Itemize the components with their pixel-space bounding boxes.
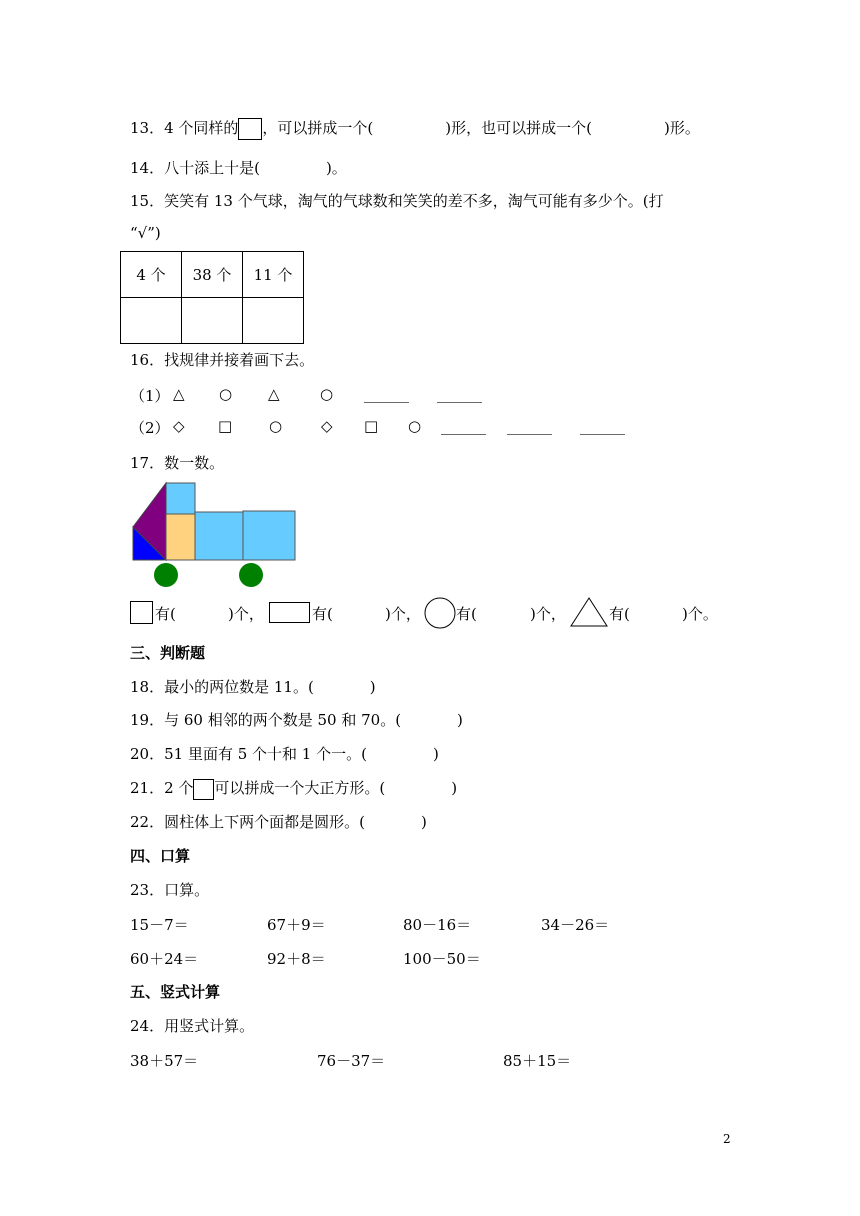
q21-close: ) <box>451 779 458 797</box>
q14-text-a: 14．八十添上十是( <box>130 159 260 177</box>
circle-icon: ○ <box>219 385 233 403</box>
question-24-title: 24．用竖式计算。 <box>130 1017 255 1035</box>
count-text-post: )个， <box>228 605 264 623</box>
q13-text-c: )形，也可以拼成一个( <box>445 119 592 137</box>
page-number: 2 <box>723 1132 731 1146</box>
question-18 <box>130 677 376 697</box>
q14-text-b: )。 <box>325 159 347 177</box>
circle-icon: ○ <box>269 417 283 435</box>
cargo-rect-2 <box>243 511 295 560</box>
square-icon <box>130 601 153 624</box>
count-text-post: )个。 <box>682 605 718 623</box>
square-icon <box>238 118 262 140</box>
q20-close: ) <box>432 745 439 763</box>
square-icon: □ <box>364 417 379 435</box>
triangle-icon <box>569 596 609 628</box>
front-wheel <box>154 563 178 587</box>
count-text-pre: 有( <box>609 605 630 623</box>
diamond-icon: ◇ <box>321 417 333 435</box>
question-22 <box>130 812 427 832</box>
circle-icon <box>424 597 456 629</box>
question-15-line2: “√”) <box>130 224 161 242</box>
triangle-icon: △ <box>173 385 185 403</box>
question-16-title: 16．找规律并接着画下去。 <box>130 351 315 369</box>
row-label: （1） <box>130 387 170 405</box>
calc-item: 85＋15＝ <box>503 1052 572 1070</box>
cargo-rect-1 <box>195 512 243 560</box>
question-15-line1: 15．笑笑有 13 个气球，淘气的气球数和笑笑的差不多，淘气可能有多少个。(打 <box>130 192 664 210</box>
count-text-pre: 有( <box>456 605 477 623</box>
answer-blank[interactable]: ______ <box>437 385 482 403</box>
calc-item: 15－7＝ <box>130 916 189 934</box>
section-heading: 四、口算 <box>130 847 191 865</box>
count-text-post: )个， <box>385 605 421 623</box>
circle-icon: ○ <box>320 385 334 403</box>
cab-top-square <box>166 483 195 514</box>
q13-text-b: ，可以拼成一个( <box>262 119 374 137</box>
q18-close: ) <box>369 678 376 696</box>
diamond-icon: ◇ <box>173 417 185 435</box>
option-label: 11 个 <box>243 252 304 298</box>
rectangle-icon <box>269 602 310 623</box>
q13-text-d: )形。 <box>663 119 700 137</box>
row-label: （2） <box>130 419 170 437</box>
rear-wheel <box>239 563 263 587</box>
q19-text: 19．与 60 相邻的两个数是 50 和 70。( <box>130 711 402 729</box>
calc-item: 67＋9＝ <box>267 916 326 934</box>
section-heading: 三、判断题 <box>130 644 206 662</box>
calc-item: 34－26＝ <box>541 916 610 934</box>
question-19 <box>130 710 463 730</box>
triangle-icon: △ <box>268 385 280 403</box>
calc-item: 92＋8＝ <box>267 950 326 968</box>
options-table <box>120 251 304 344</box>
circle-icon: ○ <box>408 417 422 435</box>
q21-text-a: 21．2 个 <box>130 779 194 797</box>
calc-item: 38＋57＝ <box>130 1052 199 1070</box>
q21-text-b: 可以拼成一个大正方形。( <box>214 779 386 797</box>
count-text-pre: 有( <box>155 605 176 623</box>
q18-text: 18．最小的两位数是 11。( <box>130 678 314 696</box>
option-label: 4 个 <box>121 252 182 298</box>
q20-text: 20．51 里面有 5 个十和 1 个一。( <box>130 745 367 763</box>
q22-text: 22．圆柱体上下两个面都是圆形。( <box>130 813 365 831</box>
count-text-pre: 有( <box>312 605 333 623</box>
square-icon <box>193 779 214 800</box>
calc-item: 60＋24＝ <box>130 950 199 968</box>
answer-blank[interactable]: ______ <box>507 417 552 435</box>
truck-figure <box>128 480 300 590</box>
answer-blank[interactable]: ______ <box>580 417 625 435</box>
orange-square <box>166 514 195 560</box>
q13-text-a: 13．4 个同样的 <box>130 119 239 137</box>
checkmark-cell[interactable] <box>182 298 243 344</box>
question-23-title: 23．口算。 <box>130 881 210 899</box>
calc-item: 76－37＝ <box>317 1052 386 1070</box>
question-14 <box>130 158 347 178</box>
question-20 <box>130 744 439 764</box>
square-icon: □ <box>218 417 233 435</box>
answer-blank[interactable]: ______ <box>441 417 486 435</box>
calc-item: 80－16＝ <box>403 916 472 934</box>
question-17-title: 17．数一数。 <box>130 454 225 472</box>
question-13 <box>130 118 700 140</box>
count-text-post: )个， <box>530 605 566 623</box>
checkmark-cell[interactable] <box>121 298 182 344</box>
question-21 <box>130 778 457 800</box>
q19-close: ) <box>457 711 463 729</box>
answer-blank[interactable]: ______ <box>364 385 409 403</box>
calc-item: 100－50＝ <box>403 950 481 968</box>
checkmark-cell[interactable] <box>243 298 304 344</box>
option-label: 38 个 <box>182 252 243 298</box>
section-heading: 五、竖式计算 <box>130 983 221 1001</box>
q22-close: ) <box>420 813 427 831</box>
